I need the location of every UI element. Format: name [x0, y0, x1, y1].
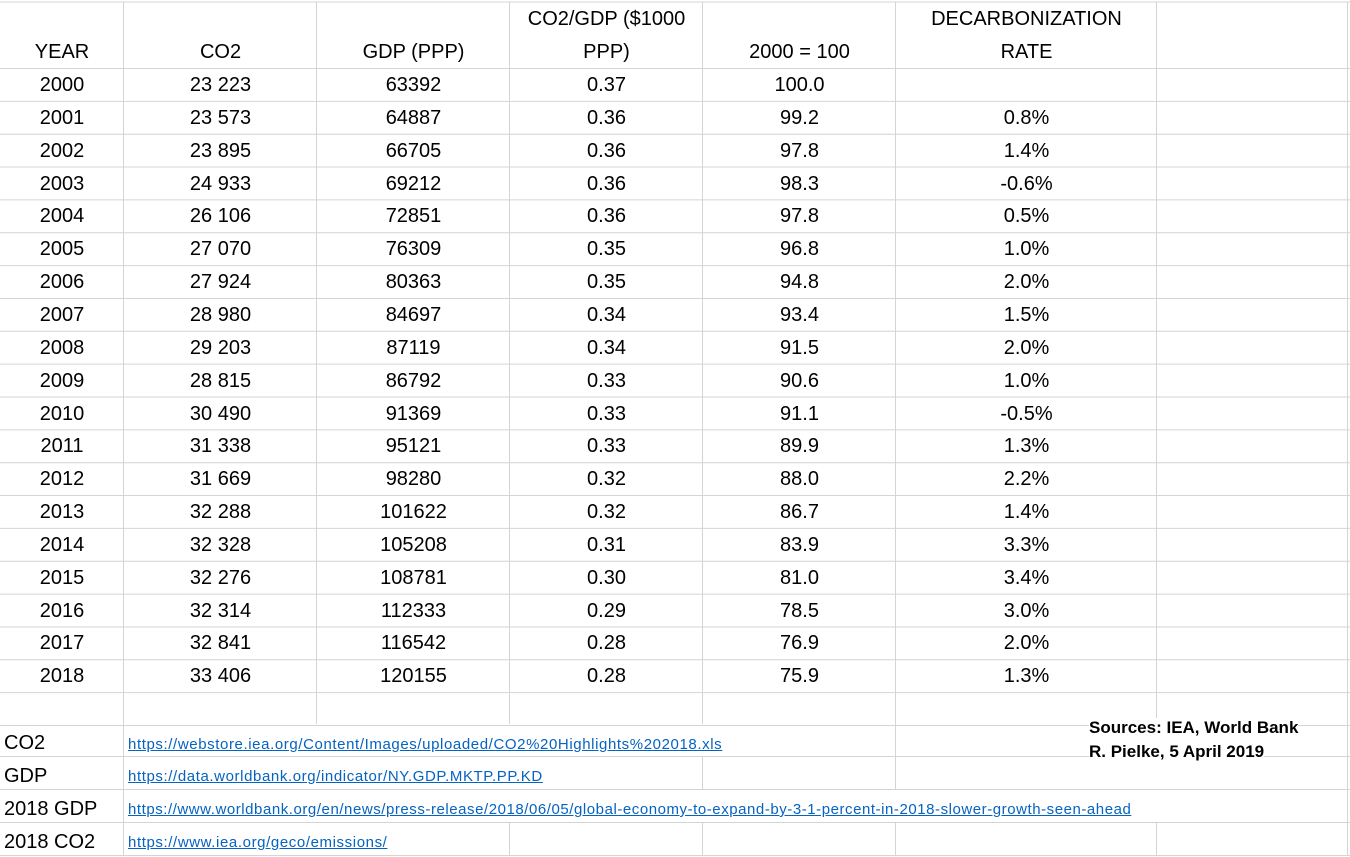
header-intensity-line1: CO2/GDP ($1000	[527, 8, 686, 30]
cell-co2: 28 980	[189, 303, 252, 326]
cell-year: 2003	[39, 172, 85, 195]
cell-gdp: 116542	[380, 632, 447, 655]
cell-year: 2000	[39, 74, 85, 96]
cell-decarb-rate: -0.5%	[1000, 402, 1053, 425]
cell-index: 83.9	[780, 533, 819, 556]
cell-co2: 32 328	[189, 533, 252, 556]
cell-gdp: 101622	[380, 501, 447, 524]
credits-line-2: R. Pielke, 5 April 2019	[1089, 742, 1265, 761]
cell-index: 97.8	[780, 205, 819, 228]
cell-co2: 26 106	[189, 205, 252, 228]
cell-co2: 32 276	[189, 566, 252, 589]
cell-index: 76.9	[780, 632, 819, 655]
source-link-2018-co2[interactable]: https://www.iea.org/geco/emissions/	[128, 834, 388, 851]
cell-gdp: 69212	[385, 172, 442, 195]
cell-co2: 29 203	[189, 336, 252, 359]
cell-co2: 24 933	[189, 172, 252, 195]
cell-index: 91.1	[780, 402, 819, 425]
cell-index: 90.6	[780, 369, 819, 392]
cell-year: 2006	[39, 271, 85, 294]
cell-index: 88.0	[780, 468, 819, 491]
source-link-co2[interactable]: https://webstore.iea.org/Content/Images/uploaded/CO2%20Highlights%202018.xls	[128, 736, 723, 753]
cell-intensity: 0.35	[587, 238, 626, 261]
cell-intensity: 0.32	[587, 468, 626, 491]
header-gdp: GDP (PPP)	[362, 41, 465, 63]
cell-year: 2017	[39, 632, 85, 655]
cell-decarb-rate: 1.3%	[1003, 665, 1050, 688]
cell-co2: 32 841	[189, 632, 252, 655]
cell-gdp: 105208	[380, 533, 447, 556]
cell-year: 2009	[39, 369, 85, 392]
cell-intensity: 0.34	[587, 336, 626, 359]
cell-co2: 33 406	[189, 665, 252, 688]
cell-intensity: 0.33	[587, 369, 626, 392]
cell-decarb-rate: 2.0%	[1003, 336, 1050, 359]
cell-index: 78.5	[780, 599, 819, 622]
header-year: YEAR	[34, 41, 90, 63]
cell-intensity: 0.36	[587, 139, 626, 162]
cell-intensity: 0.30	[587, 566, 626, 589]
cell-decarb-rate: 1.5%	[1003, 303, 1050, 326]
cell-gdp: 84697	[385, 303, 442, 326]
cell-index: 75.9	[780, 665, 819, 688]
cell-gdp: 80363	[385, 271, 442, 294]
cell-year: 2015	[39, 566, 85, 589]
cell-intensity: 0.36	[587, 106, 626, 129]
source-link-gdp[interactable]: https://data.worldbank.org/indicator/NY.GDP.MKTP.PP.KD	[128, 768, 543, 785]
source-label-2018-gdp: 2018 GDP	[4, 798, 98, 820]
cell-year: 2012	[39, 468, 85, 491]
cell-co2: 27 070	[189, 238, 252, 261]
header-decarb-line1: DECARBONIZATION	[931, 8, 1122, 30]
cell-index: 86.7	[780, 501, 819, 524]
cell-gdp: 72851	[385, 205, 442, 228]
source-label-2018-co2: 2018 CO2	[4, 831, 96, 853]
cell-gdp: 66705	[385, 139, 442, 162]
cell-co2: 30 490	[189, 402, 252, 425]
cell-gdp: 87119	[386, 336, 441, 359]
source-label-co2: CO2	[4, 732, 46, 754]
cell-index: 100.0	[774, 74, 825, 96]
cell-intensity: 0.28	[587, 665, 626, 688]
cell-gdp: 76309	[385, 238, 442, 261]
cell-index: 99.2	[780, 106, 819, 129]
cell-gdp: 86792	[385, 369, 442, 392]
cell-decarb-rate: 2.0%	[1003, 271, 1050, 294]
cell-index: 97.8	[780, 139, 819, 162]
cell-intensity: 0.37	[587, 74, 626, 96]
cell-gdp: 63392	[385, 74, 442, 96]
cell-intensity: 0.31	[587, 533, 626, 556]
cell-intensity: 0.32	[587, 501, 626, 524]
cell-co2: 32 288	[189, 501, 252, 524]
cell-decarb-rate: 3.4%	[1003, 566, 1050, 589]
cell-co2: 23 223	[189, 74, 252, 96]
cell-gdp: 95121	[385, 435, 442, 458]
cell-index: 96.8	[780, 238, 819, 261]
cell-gdp: 64887	[385, 106, 442, 129]
cell-year: 2010	[39, 402, 85, 425]
cell-year: 2007	[39, 303, 85, 326]
header-intensity-line2: PPP)	[583, 41, 630, 63]
cell-co2: 28 815	[189, 369, 252, 392]
cell-index: 98.3	[780, 172, 819, 195]
cell-co2: 23 573	[189, 106, 252, 129]
cell-intensity: 0.28	[587, 632, 626, 655]
cell-year: 2004	[39, 205, 85, 228]
cell-gdp: 112333	[380, 599, 447, 622]
cell-year: 2002	[39, 139, 85, 162]
cell-year: 2018	[39, 665, 85, 688]
cell-gdp: 98280	[385, 468, 442, 491]
cell-co2: 23 895	[189, 139, 252, 162]
cell-decarb-rate: 2.2%	[1003, 468, 1050, 491]
cell-index: 94.8	[780, 271, 819, 294]
cell-decarb-rate: 1.0%	[1003, 238, 1050, 261]
cell-decarb-rate: 0.8%	[1003, 106, 1050, 129]
cell-decarb-rate: 1.3%	[1003, 435, 1050, 458]
cell-decarb-rate: 2.0%	[1003, 632, 1050, 655]
cell-index: 91.5	[780, 336, 819, 359]
cell-intensity: 0.35	[587, 271, 626, 294]
cell-intensity: 0.33	[587, 435, 626, 458]
cell-year: 2001	[39, 106, 85, 129]
cell-intensity: 0.29	[587, 599, 626, 622]
cell-co2: 32 314	[189, 599, 252, 622]
cell-year: 2014	[39, 533, 85, 556]
header-co2: CO2	[199, 41, 242, 63]
source-label-gdp: GDP	[4, 765, 48, 787]
cell-year: 2016	[39, 599, 85, 622]
cell-year: 2005	[39, 238, 85, 261]
cell-year: 2013	[39, 501, 85, 524]
credits-line-1: Sources: IEA, World Bank	[1089, 718, 1299, 737]
cell-year: 2011	[40, 435, 84, 458]
header-index: 2000 = 100	[749, 41, 850, 63]
source-link-2018-gdp[interactable]: https://www.worldbank.org/en/news/press-release/2018/06/05/global-economy-to-expand-by-3-1-percent-in-2018-slower-growth-seen-ahead	[128, 801, 1132, 818]
cell-index: 93.4	[780, 303, 819, 326]
cell-co2: 31 338	[189, 435, 252, 458]
cell-decarb-rate: 1.4%	[1003, 501, 1050, 524]
cell-intensity: 0.33	[587, 402, 626, 425]
cell-gdp: 120155	[380, 665, 447, 688]
cell-index: 89.9	[780, 435, 819, 458]
cell-co2: 27 924	[189, 271, 252, 294]
cell-decarb-rate: 0.5%	[1003, 205, 1050, 228]
header-decarb-line2: RATE	[1000, 41, 1053, 63]
cell-year: 2008	[39, 336, 85, 359]
cell-intensity: 0.34	[587, 303, 626, 326]
cell-index: 81.0	[780, 566, 819, 589]
cell-co2: 31 669	[189, 468, 252, 491]
cell-intensity: 0.36	[587, 205, 626, 228]
cell-intensity: 0.36	[587, 172, 626, 195]
cell-decarb-rate: 3.3%	[1003, 533, 1050, 556]
cell-decarb-rate: 1.0%	[1003, 369, 1050, 392]
cell-decarb-rate: -0.6%	[1000, 172, 1053, 195]
cell-gdp: 91369	[385, 402, 442, 425]
cell-decarb-rate: 3.0%	[1003, 599, 1050, 622]
cell-decarb-rate: 1.4%	[1003, 139, 1050, 162]
cell-gdp: 108781	[380, 566, 447, 589]
